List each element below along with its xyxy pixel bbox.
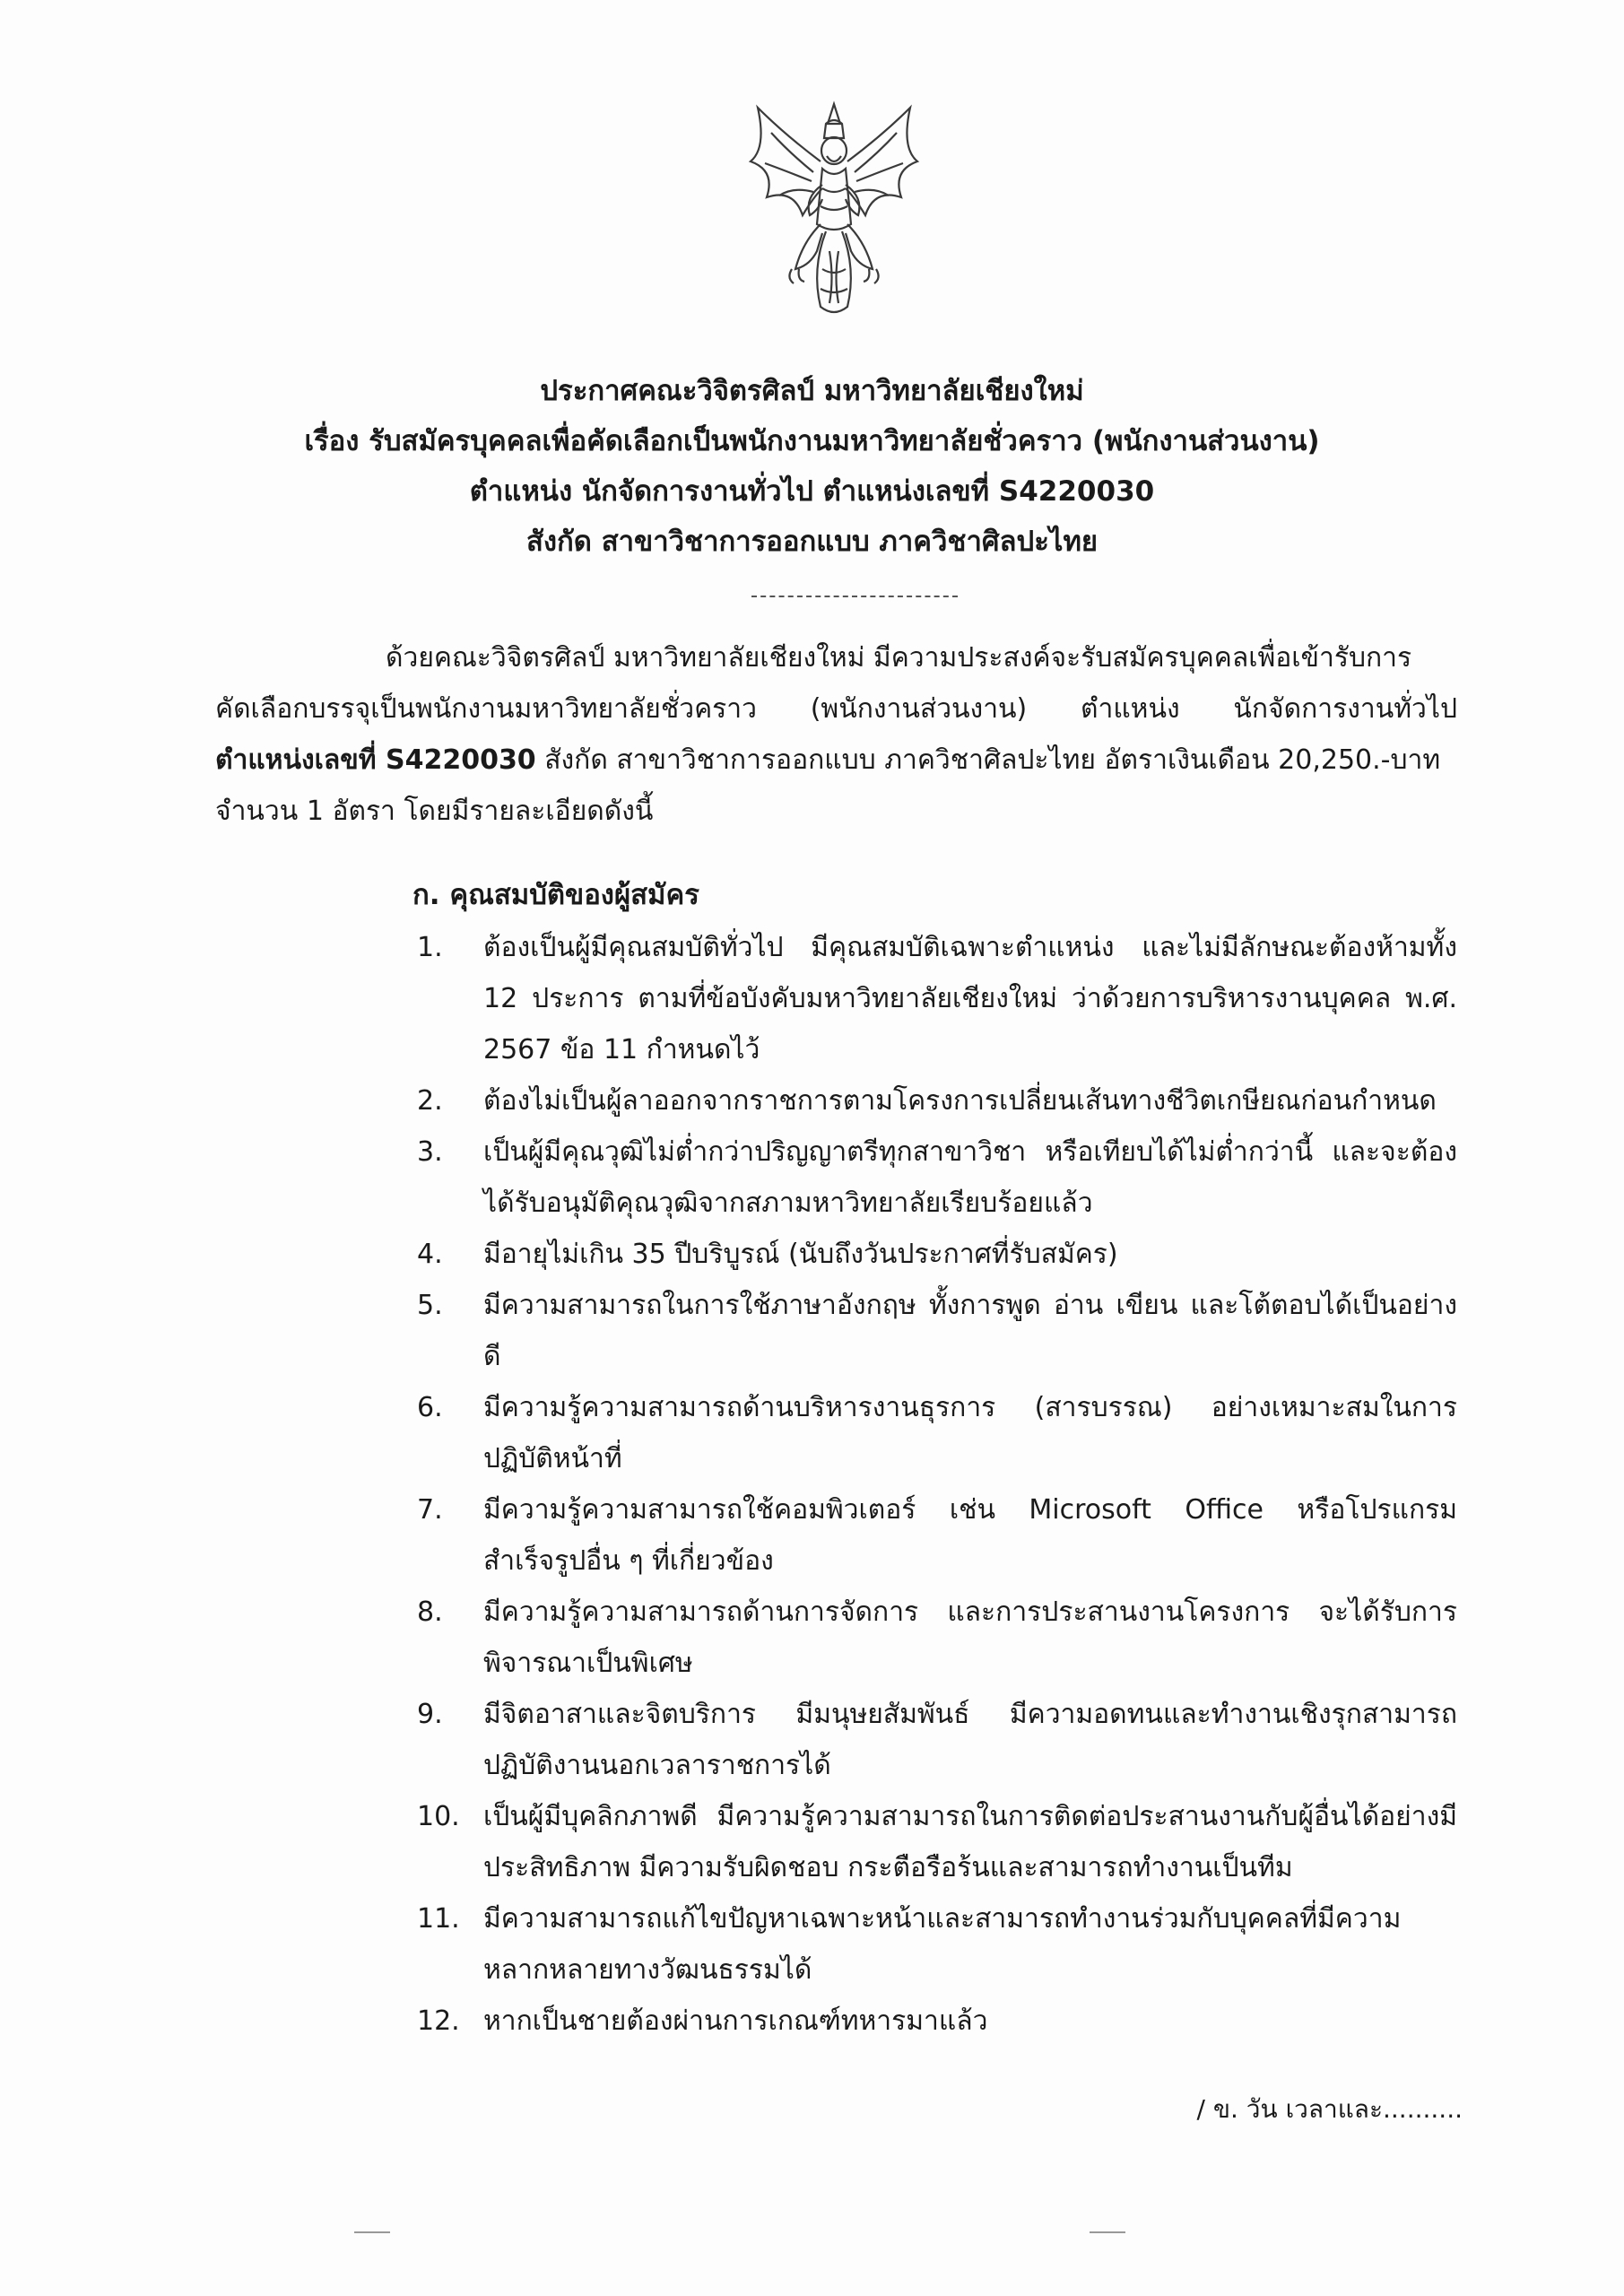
list-item-text: ต้องเป็นผู้มีคุณสมบัติทั่วไป มีคุณสมบัติเฉพาะตำแหน่ง และไม่มีลักษณะต้องห้ามทั้ง 12 ประการ ตามที่ข้อบังคับมหาวิทยาลัยเชียงใหม่ ว่าด้วยการบริหารงานบุคคล พ.ศ. 2567 ข้อ 11 กำหนดไว้ <box>483 932 1457 1065</box>
list-item-text: มีความรู้ความสามารถด้านบริหารงานธุรการ (สารบรรณ) อย่างเหมาะสมในการปฏิบัติหน้าที่ <box>483 1392 1457 1474</box>
intro-line-4: จำนวน 1 อัตรา โดยมีรายละเอียดดังนี้ <box>215 796 654 827</box>
section-a-heading: ก. คุณสมบัติของผู้สมัคร <box>413 879 699 911</box>
announcement-title <box>0 366 1624 567</box>
list-item <box>417 1996 1457 2047</box>
list-item-text: ต้องไม่เป็นผู้ลาออกจากราชการตามโครงการเปลี่ยนเส้นทางชีวิตเกษียณก่อนกำหนด <box>483 1085 1437 1117</box>
qualification-list <box>417 922 1457 2047</box>
intro-line-2: คัดเลือกบรรจุเป็นพนักงานมหาวิทยาลัยชั่วคราว (พนักงานส่วนงาน) ตำแหน่ง นักจัดการงานทั่วไป <box>215 693 1457 725</box>
intro-line-3 <box>215 735 1457 786</box>
list-item <box>417 1075 1457 1126</box>
list-item-number: 11. <box>417 1903 460 1935</box>
continuation-note: / ข. วัน เวลาและ.......... <box>1196 2094 1463 2124</box>
list-item <box>417 1382 1457 1484</box>
list-item-number: 9. <box>417 1699 443 1730</box>
list-item-number: 6. <box>417 1392 443 1423</box>
list-item-text: มีความรู้ความสามารถด้านการจัดการ และการประสานงานโครงการ จะได้รับการพิจารณาเป็นพิเศษ <box>483 1596 1457 1679</box>
list-item-number: 1. <box>417 932 443 963</box>
list-item-text: หากเป็นชายต้องผ่านการเกณฑ์ทหารมาแล้ว <box>483 2005 988 2037</box>
title-line-2: เรื่อง รับสมัครบุคคลเพื่อคัดเลือกเป็นพนักงานมหาวิทยาลัยชั่วคราว (พนักงานส่วนงาน) <box>304 425 1320 457</box>
garuda-emblem-icon <box>740 99 928 323</box>
list-item <box>417 1689 1457 1791</box>
list-item-text: มีความสามารถแก้ไขปัญหาเฉพาะหน้าและสามารถทำงานร่วมกับบุคคลที่มีความหลากหลายทางวัฒนธรรมได้ <box>483 1903 1402 1986</box>
scan-mark <box>1090 2231 1125 2233</box>
title-line-1: ประกาศคณะวิจิตรศิลป์ มหาวิทยาลัยเชียงใหม่ <box>540 375 1084 407</box>
list-item <box>417 1280 1457 1382</box>
scan-mark <box>354 2231 390 2233</box>
intro-paragraph <box>215 632 1457 837</box>
intro-line-1: ด้วยคณะวิจิตรศิลป์ มหาวิทยาลัยเชียงใหม่ มีความประสงค์จะรับสมัครบุคคลเพื่อเข้ารับการ <box>386 642 1412 674</box>
list-item <box>417 1484 1457 1587</box>
list-item-number: 7. <box>417 1494 443 1526</box>
title-line-4: สังกัด สาขาวิชาการออกแบบ ภาควิชาศิลปะไทย <box>525 526 1099 558</box>
title-separator <box>751 596 958 597</box>
list-item-number: 10. <box>417 1801 460 1832</box>
list-item-number: 5. <box>417 1290 443 1321</box>
list-item-text: มีความรู้ความสามารถใช้คอมพิวเตอร์ เช่น Microsoft Office หรือโปรแกรมสำเร็จรูปอื่น ๆ ที่เกี่ยวข้อง <box>483 1494 1457 1577</box>
list-item <box>417 1893 1457 1996</box>
list-item <box>417 1229 1457 1280</box>
list-item-number: 2. <box>417 1085 443 1117</box>
position-number-label: ตำแหน่งเลขที่ S4220030 <box>215 744 536 776</box>
list-item-text: เป็นผู้มีคุณวุฒิไม่ต่ำกว่าปริญญาตรีทุกสาขาวิชา หรือเทียบได้ไม่ต่ำกว่านี้ และจะต้องได้รับอนุมัติคุณวุฒิจากสภามหาวิทยาลัยเรียบร้อยแล้ว <box>483 1136 1457 1219</box>
intro-line-3-rest: สังกัด สาขาวิชาการออกแบบ ภาควิชาศิลปะไทย อัตราเงินเดือน 20,250.-บาท <box>535 744 1441 776</box>
list-item <box>417 1791 1457 1893</box>
list-item-text: เป็นผู้มีบุคลิกภาพดี มีความรู้ความสามารถในการติดต่อประสานงานกับผู้อื่นได้อย่างมีประสิทธิภาพ มีความรับผิดชอบ กระตือรือร้นและสามารถทำงานเป็นทีม <box>483 1801 1457 1883</box>
list-item <box>417 1126 1457 1229</box>
list-item <box>417 922 1457 1075</box>
list-item-text: มีอายุไม่เกิน 35 ปีบริบูรณ์ (นับถึงวันประกาศที่รับสมัคร) <box>483 1239 1118 1270</box>
list-item-number: 3. <box>417 1136 443 1168</box>
list-item-text: มีจิตอาสาและจิตบริการ มีมนุษยสัมพันธ์ มีความอดทนและทำงานเชิงรุกสามารถปฏิบัติงานนอกเวลาราชการได้ <box>483 1699 1457 1781</box>
list-item-text: มีความสามารถในการใช้ภาษาอังกฤษ ทั้งการพูด อ่าน เขียน และโต้ตอบได้เป็นอย่างดี <box>483 1290 1457 1372</box>
list-item <box>417 1587 1457 1689</box>
list-item-number: 12. <box>417 2005 460 2037</box>
title-line-3: ตำแหน่ง นักจัดการงานทั่วไป ตำแหน่งเลขที่ S4220030 <box>469 475 1155 508</box>
list-item-number: 4. <box>417 1239 443 1270</box>
list-item-number: 8. <box>417 1596 443 1628</box>
